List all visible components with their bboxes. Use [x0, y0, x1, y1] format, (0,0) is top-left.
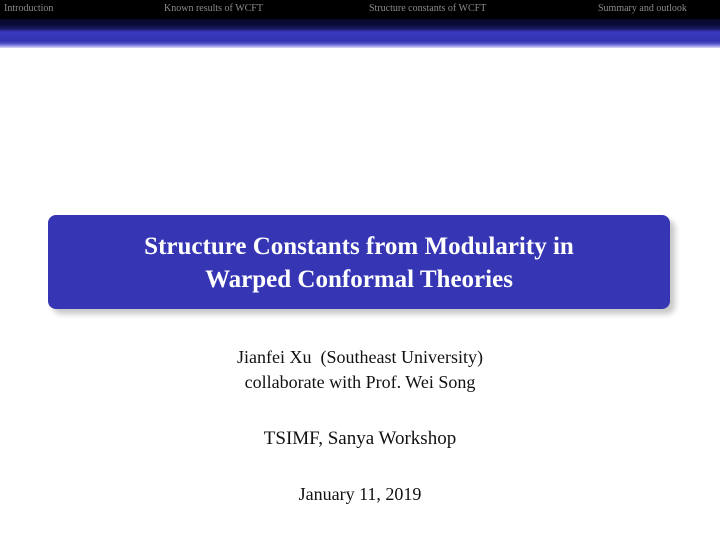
date-line: January 11, 2019 [298, 484, 422, 504]
author-line: Jianfei Xu (Southeast University) [237, 347, 483, 367]
nav-item-known-results[interactable]: Known results of WCFT [164, 3, 263, 14]
nav-item-structure-constants[interactable]: Structure constants of WCFT [369, 3, 487, 14]
event-line: TSIMF, Sanya Workshop [263, 428, 457, 449]
section-navigation-bar [0, 0, 720, 19]
title-box [48, 215, 670, 309]
nav-item-introduction[interactable]: Introduction [4, 3, 54, 14]
collaborator-line: collaborate with Prof. Wei Song [244, 372, 476, 392]
title-line-1: Structure Constants from Modularity in [144, 233, 574, 260]
nav-item-summary[interactable]: Summary and outlook [598, 3, 687, 14]
header-gradient-band [0, 19, 720, 48]
title-line-2: Warped Conformal Theories [205, 266, 513, 293]
